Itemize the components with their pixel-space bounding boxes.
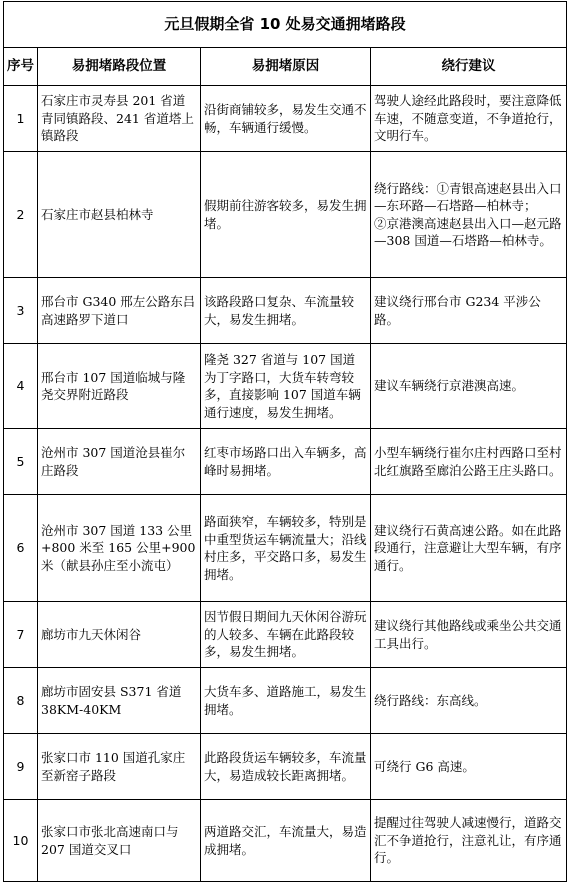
row-suggestion	[371, 429, 567, 495]
header-suggestion: 绕行建议	[371, 48, 567, 86]
row-index: 10	[4, 800, 38, 882]
row-location: 张家口市 110 国道孔家庄至新窑子路段	[38, 734, 201, 800]
row-index: 4	[4, 344, 38, 429]
row-index: 1	[4, 86, 38, 152]
row-reason: 此路段货运车辆较多，车流量大，易造成较长距离拥堵。	[201, 734, 371, 800]
row-index: 5	[4, 429, 38, 495]
table-row	[4, 602, 567, 668]
table-row	[4, 152, 567, 278]
row-location: 邢台市 G340 邢左公路东吕高速路罗下道口	[38, 278, 201, 344]
row-suggestion	[371, 278, 567, 344]
suggestion-line: 建议绕行石黄高速公路。如在此路段通行，注意避让大型车辆，有序通行。	[374, 522, 562, 573]
row-reason: 假期前往游客较多，易发生拥堵。	[201, 152, 371, 278]
row-reason: 因节假日期间九天休闲谷游玩的人较多、车辆在此路段较多，易发生拥堵。	[201, 602, 371, 668]
row-suggestion	[371, 734, 567, 800]
row-index: 3	[4, 278, 38, 344]
congestion-table	[3, 1, 567, 882]
row-reason: 大货车多、道路施工，易发生拥堵。	[201, 668, 371, 734]
row-suggestion	[371, 800, 567, 882]
row-location: 廊坊市九天休闲谷	[38, 602, 201, 668]
header-index: 序号	[4, 48, 38, 86]
table-row	[4, 86, 567, 152]
suggestion-line: 绕行路线：①青银高速赵县出入口—东环路—石塔路—柏林寺；	[374, 180, 562, 213]
row-location: 石家庄市灵寿县 201 省道青同镇路段、241 省道塔上镇路段	[38, 86, 201, 152]
row-index: 2	[4, 152, 38, 278]
table-title: 元旦假期全省 10 处易交通拥堵路段	[4, 2, 567, 48]
row-location: 邢台市 107 国道临城与隆尧交界附近路段	[38, 344, 201, 429]
suggestion-line: 建议车辆绕行京港澳高速。	[374, 378, 525, 394]
table-row	[4, 495, 567, 602]
row-reason: 两道路交汇，车流量大，易造成拥堵。	[201, 800, 371, 882]
row-reason: 红枣市场路口出入车辆多，高峰时易拥堵。	[201, 429, 371, 495]
suggestion-line: 提醒过往驾驶人减速慢行，道路交汇不争道抢行，注意礼让，有序通行。	[374, 815, 562, 866]
header-reason: 易拥堵原因	[201, 48, 371, 86]
row-suggestion	[371, 344, 567, 429]
suggestion-line: 绕行路线：东高线。	[374, 692, 487, 708]
table-row	[4, 429, 567, 495]
row-index: 7	[4, 602, 38, 668]
table-row	[4, 800, 567, 882]
table-body	[4, 86, 567, 882]
suggestion-line: 小型车辆绕行崔尔庄村西路口至村北红旗路至廊泊公路王庄头路口。	[374, 445, 562, 478]
row-location: 沧州市 307 国道沧县崔尔庄路段	[38, 429, 201, 495]
row-reason: 沿街商铺较多，易发生交通不畅，车辆通行缓慢。	[201, 86, 371, 152]
row-suggestion	[371, 86, 567, 152]
suggestion-line: 可绕行 G6 高速。	[374, 758, 475, 774]
table-row	[4, 668, 567, 734]
row-location: 石家庄市赵县柏林寺	[38, 152, 201, 278]
row-reason: 该路段路口复杂、车流量较大，易发生拥堵。	[201, 278, 371, 344]
row-suggestion	[371, 668, 567, 734]
table-row	[4, 344, 567, 429]
suggestion-line: 建议绕行其他路线或乘坐公共交通工具出行。	[374, 618, 562, 651]
table-row	[4, 734, 567, 800]
header-location: 易拥堵路段位置	[38, 48, 201, 86]
row-reason: 隆尧 327 省道与 107 国道为丁字路口，大货车转弯较多，直接影响 107 国道车辆通行速度，易发生拥堵。	[201, 344, 371, 429]
row-index: 9	[4, 734, 38, 800]
row-suggestion	[371, 602, 567, 668]
table-row	[4, 278, 567, 344]
suggestion-line: 建议绕行邢台市 G234 平涉公路。	[374, 294, 541, 327]
suggestion-line: 驾驶人途经此路段时，要注意降低车速，不随意变道，不争道抢行，文明行车。	[374, 93, 562, 144]
row-index: 8	[4, 668, 38, 734]
row-location: 廊坊市固安县 S371 省道 38KM-40KM	[38, 668, 201, 734]
row-reason: 路面狭窄，车辆较多，特别是中重型货运车辆流量大；沿线村庄多，平交路口多，易发生拥堵。	[201, 495, 371, 602]
row-location: 沧州市 307 国道 133 公里+800 米至 165 公里+900 米（献县孙庄至小流屯）	[38, 495, 201, 602]
row-index: 6	[4, 495, 38, 602]
row-location: 张家口市张北高速南口与 207 国道交叉口	[38, 800, 201, 882]
row-suggestion	[371, 152, 567, 278]
suggestion-line: ②京港澳高速赵县出入口—赵元路—308 国道—石塔路—柏林寺。	[374, 215, 562, 248]
row-suggestion	[371, 495, 567, 602]
